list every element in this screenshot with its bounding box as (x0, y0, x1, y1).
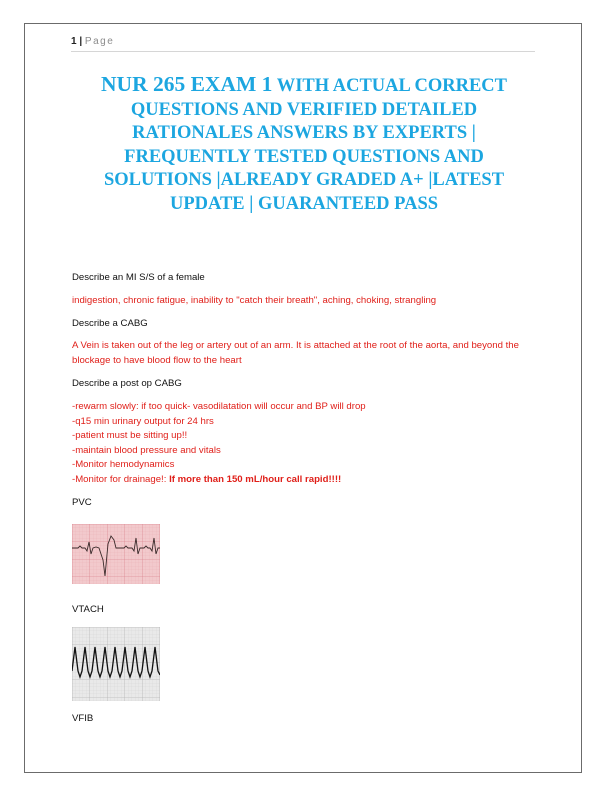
answer-3-line: -patient must be sitting up!! (72, 430, 188, 441)
answer-3-last-prefix: -Monitor for drainage!: (72, 473, 170, 485)
header-rule (71, 51, 535, 52)
pvc-ecg-image (72, 524, 160, 584)
header-separator: | (76, 36, 85, 47)
rhythm-label-pvc: PVC (72, 497, 92, 508)
answer-3-line-last (72, 473, 542, 488)
question-3: Describe a post op CABG (72, 378, 182, 389)
question-2: Describe a CABG (72, 318, 148, 329)
answer-3-line: -q15 min urinary output for 24 hrs (72, 415, 214, 427)
answer-3-line: -Monitor hemodynamics (72, 459, 175, 470)
title-rest: WITH ACTUAL CORRECT QUESTIONS AND VERIFIED DETAILED RATIONALES ANSWERS BY EXPERTS | FREQUENTLY TESTED QUESTIONS AND SOLUTIONS |ALREADY GRADED A+ |LATEST UPDATE | GUARANTEED PASS (103, 76, 507, 214)
page-word: Page (84, 36, 115, 47)
document-title (78, 73, 530, 216)
page-number: 1 (71, 36, 77, 47)
question-1: Describe an MI S/S of a female (72, 272, 205, 283)
answer-3-line: -maintain blood pressure and vitals (72, 444, 221, 456)
title-course: NUR 265 EXAM 1 (101, 72, 273, 96)
answer-3-last-bold: If more than 150 mL/hour call rapid!!!! (169, 473, 342, 485)
answer-3-line: -rewarm slowly: if too quick- vasodilatation will occur and BP will drop (72, 401, 366, 412)
answer-3 (72, 400, 542, 487)
answer-1: indigestion, chronic fatigue, inability to "catch their breath", aching, choking, strangling (72, 295, 437, 306)
pvc-grid (72, 524, 160, 584)
rhythm-label-vtach: VTACH (72, 604, 104, 615)
rhythm-label-vfib: VFIB (72, 713, 94, 724)
vtach-ecg-image (72, 627, 160, 701)
page-header (71, 36, 535, 47)
answer-2: A Vein is taken out of the leg or artery out of an arm. It is attached at the root of the aorta, and beyond the blockage to have blood flow to the heart (72, 340, 519, 366)
